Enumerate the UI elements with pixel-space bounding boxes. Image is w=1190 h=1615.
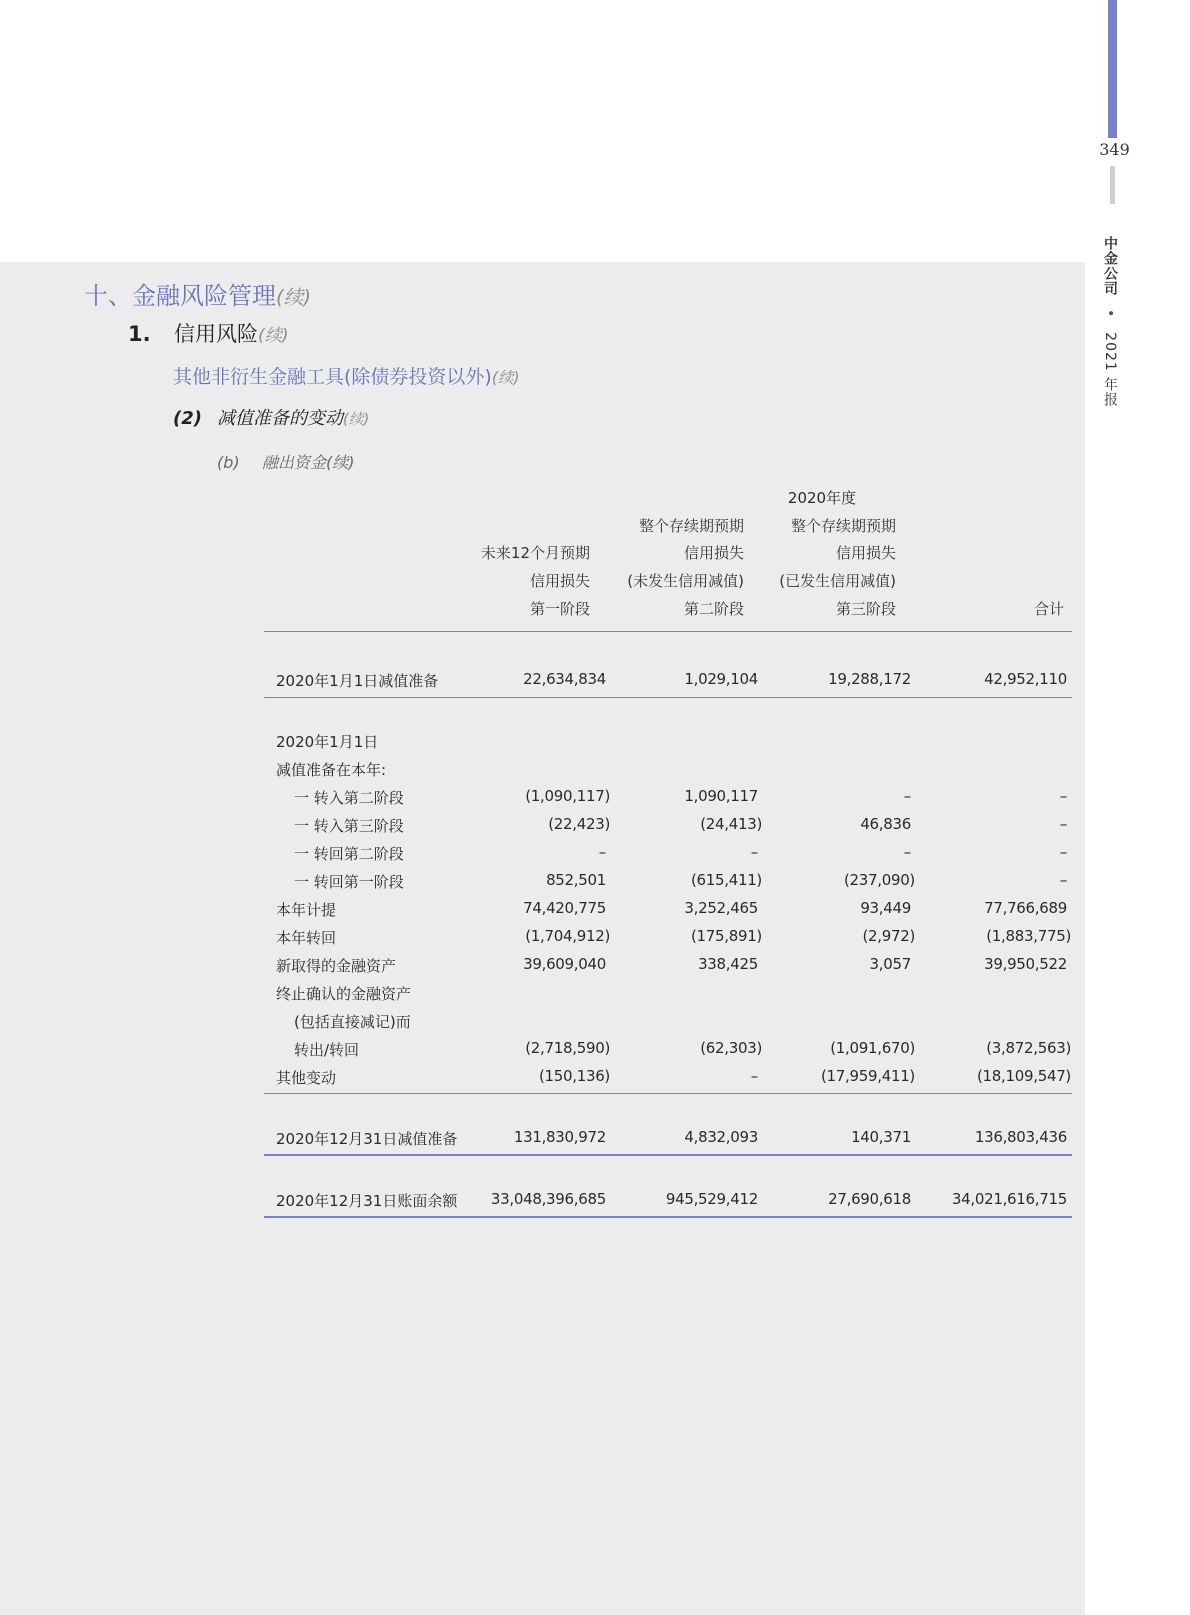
row-label: 一 转入第二阶段 [294, 789, 404, 807]
side-accent-bar [1108, 0, 1117, 138]
cell-stage3: (1,091,670) [830, 1039, 915, 1057]
cell-stage2: 1,029,104 [684, 670, 758, 688]
cell-stage2: 3,252,465 [684, 899, 758, 917]
subsection-title: 信用风险 [174, 322, 258, 346]
section-heading [84, 276, 311, 311]
row-label: 一 转回第一阶段 [294, 873, 404, 891]
col2-header-line2: 信用损失 [683, 544, 744, 562]
cell-stage3: 140,371 [851, 1128, 911, 1146]
category-cont: (续) [491, 369, 520, 387]
cell-total: 34,021,616,715 [951, 1190, 1067, 1208]
cell-total: 39,950,522 [984, 955, 1067, 973]
row-label: 减值准备在本年: [276, 761, 387, 779]
cell-stage3: (2,972) [862, 927, 915, 945]
cell-stage2: 945,529,412 [665, 1190, 758, 1208]
cell-stage2: (24,413) [700, 815, 762, 833]
item-title: 减值准备的变动 [217, 408, 343, 429]
cell-stage2: 1,090,117 [684, 787, 758, 805]
table-row [264, 815, 1072, 837]
cell-stage1: 852,501 [546, 871, 606, 889]
table-row [264, 983, 1072, 1005]
table-row [264, 1011, 1072, 1033]
cell-stage1: 33,048,396,685 [490, 1190, 606, 1208]
col2-header-line1: 整个存续期预期 [638, 517, 744, 535]
cell-stage3: – [903, 787, 911, 805]
col1-header-line1: 未来12个月预期 [480, 544, 590, 562]
table-row [264, 731, 1072, 753]
subitem-title: 融出资金 [262, 453, 327, 472]
table-row [264, 670, 1072, 692]
side-company: 中金公司 [1102, 236, 1118, 296]
cell-total: – [1059, 871, 1067, 889]
cell-total: – [1059, 815, 1067, 833]
cell-total: 136,803,436 [974, 1128, 1067, 1146]
cell-stage3: 19,288,172 [828, 670, 911, 688]
subitem-number: (b) [217, 453, 240, 472]
cell-stage2: 338,425 [698, 955, 758, 973]
row-rule [264, 697, 1072, 698]
cell-total: (18,109,547) [977, 1067, 1071, 1085]
cell-stage2: 4,832,093 [684, 1128, 758, 1146]
table-row [264, 843, 1072, 865]
cell-total: 42,952,110 [984, 670, 1067, 688]
col4-header: 合计 [1033, 600, 1064, 618]
subitem-cont: (续) [326, 453, 355, 472]
cell-stage3: 93,449 [860, 899, 911, 917]
row-label: 2020年12月31日减值准备 [276, 1130, 458, 1148]
cell-total: (1,883,775) [986, 927, 1071, 945]
cell-stage2: (175,891) [690, 927, 762, 945]
section-title: 十、金融风险管理 [84, 282, 276, 310]
row-label: 新取得的金融资产 [276, 957, 397, 975]
item-number: (2) [173, 408, 202, 429]
row-label: 2020年12月31日账面余额 [276, 1192, 458, 1210]
table-row [264, 899, 1072, 921]
cell-stage2: (615,411) [690, 871, 762, 889]
table-row [264, 871, 1072, 893]
cell-stage1: 131,830,972 [513, 1128, 606, 1146]
cell-stage1: (1,090,117) [525, 787, 610, 805]
cell-stage2: – [750, 1067, 758, 1085]
header-rule [264, 631, 1072, 632]
subitem-heading [217, 450, 355, 473]
row-label: 终止确认的金融资产 [276, 985, 412, 1003]
row-label: 本年转回 [276, 929, 337, 947]
col3-header-line2: 信用损失 [835, 544, 896, 562]
table-row [264, 1190, 1072, 1212]
side-gray-bar [1110, 166, 1115, 204]
cell-stage1: (1,704,912) [525, 927, 610, 945]
row-label: 一 转入第三阶段 [294, 817, 404, 835]
row-rule [264, 1093, 1072, 1094]
total-rule [264, 1216, 1072, 1218]
cell-total: – [1059, 843, 1067, 861]
category-title: 其他非衍生金融工具(除债券投资以外) [173, 366, 492, 388]
page-number: 349 [1099, 140, 1130, 159]
subsection-heading [128, 318, 289, 348]
item-cont: (续) [343, 411, 370, 428]
col2-header-line4: 第二阶段 [683, 600, 744, 618]
row-label: (包括直接减记)而 [294, 1013, 411, 1031]
side-dot: • [1102, 309, 1118, 319]
cell-stage3: (237,090) [843, 871, 915, 889]
table-row [264, 1067, 1072, 1089]
cell-stage3: 3,057 [869, 955, 911, 973]
category-heading [173, 362, 520, 389]
col3-header-line1: 整个存续期预期 [790, 517, 896, 535]
cell-stage1: – [598, 843, 606, 861]
cell-stage1: (150,136) [538, 1067, 610, 1085]
cell-stage1: 39,609,040 [523, 955, 606, 973]
table-row [264, 1128, 1072, 1150]
table-row [264, 759, 1072, 781]
table-row [264, 955, 1072, 977]
table-row [264, 787, 1072, 809]
col1-header-line2: 信用损失 [529, 572, 590, 590]
row-label: 一 转回第二阶段 [294, 845, 404, 863]
cell-stage1: (2,718,590) [525, 1039, 610, 1057]
cell-stage2: – [750, 843, 758, 861]
cell-total: – [1059, 787, 1067, 805]
cell-total: (3,872,563) [986, 1039, 1071, 1057]
side-report-title [1100, 236, 1120, 407]
col3-header-line3: (已发生信用减值) [779, 572, 896, 590]
cell-stage2: (62,303) [700, 1039, 762, 1057]
section-cont: (续) [276, 286, 312, 309]
col1-header-line3: 第一阶段 [529, 600, 590, 618]
period-header: 2020年度 [787, 489, 857, 507]
table-row [264, 1039, 1072, 1061]
subsection-number: 1. [128, 322, 151, 346]
cell-stage3: – [903, 843, 911, 861]
subsection-cont: (续) [258, 326, 289, 346]
row-label: 转出/转回 [294, 1041, 360, 1059]
table-row [264, 927, 1072, 949]
col3-header-line4: 第三阶段 [835, 600, 896, 618]
row-label: 其他变动 [276, 1069, 337, 1087]
row-label: 2020年1月1日 [276, 733, 379, 751]
cell-total: 77,766,689 [984, 899, 1067, 917]
col2-header-line3: (未发生信用减值) [627, 572, 744, 590]
row-label: 本年计提 [276, 901, 337, 919]
item-heading [173, 404, 369, 430]
cell-stage1: (22,423) [548, 815, 610, 833]
cell-stage1: 22,634,834 [523, 670, 606, 688]
cell-stage1: 74,420,775 [523, 899, 606, 917]
cell-stage3: (17,959,411) [821, 1067, 915, 1085]
side-report: 2021 年报 [1102, 332, 1118, 408]
total-rule [264, 1154, 1072, 1156]
row-label: 2020年1月1日减值准备 [276, 672, 439, 690]
cell-stage3: 46,836 [860, 815, 911, 833]
cell-stage3: 27,690,618 [828, 1190, 911, 1208]
